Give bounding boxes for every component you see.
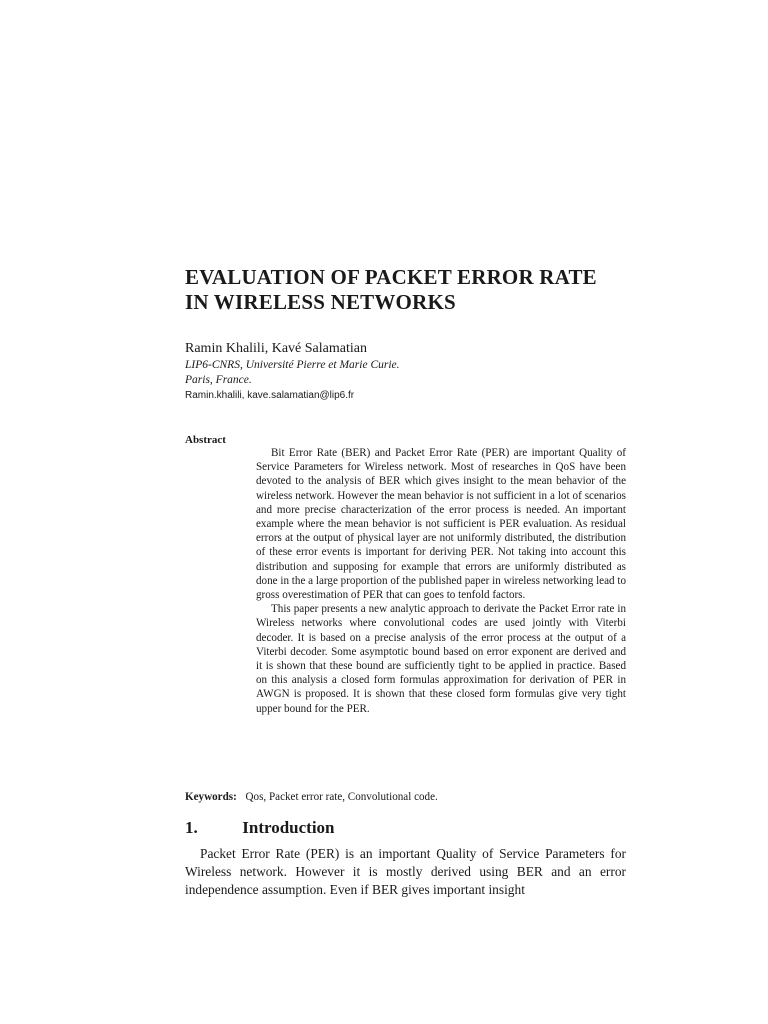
abstract-body [256,446,626,716]
section-heading-introduction [185,817,335,839]
abstract-paragraph-1: Bit Error Rate (BER) and Packet Error Rate (PER) are important Quality of Service Parameters for Wireless network. Most of researches in QoS have been devoted to the analysis of BER which gives insight to the mean behavior of the wireless network. However the mean behavior is not sufficient in a lot of scenarios and more precise characterization of the error process is needed. An important example where the mean behavior is not sufficient is PER evaluation. As residual errors at the output of physical layer are not uniformly distributed, the distribution of these error events is important for deriving PER. Not taking into account this distribution and supposing for example that errors are uniformly distributed as done in the a large proportion of the published paper in wireless networking lead to gross overestimation of PER that can goes to tenfold factors. [256,447,626,602]
abstract-heading: Abstract [185,434,226,446]
paper-title-line-2: IN WIRELESS NETWORKS [185,290,456,314]
author-email: Ramin.khalili, kave.salamatian@lip6.fr [185,390,355,401]
paper-title-line-1: EVALUATION OF PACKET ERROR RATE [185,265,597,289]
abstract-paragraph-2: This paper presents a new analytic approach to derivate the Packet Error rate in Wireless networks where convolutional codes are used jointly with Viterbi decoder. It is based on a precise analysis of the error process at the output of a Viterbi decoder. Some asymptotic bound based on error exponent are derived and it is shown that these bound are sufficiently tight to be applied in practice. Based on this analysis a closed form formulas approximation for derivation of PER in AWGN is proposed. It is shown that these closed form formulas give very tight upper bound for the PER. [256,603,626,715]
paper-title [185,265,645,315]
affiliation-institution: LIP6-CNRS, Université Pierre et Marie Curie. [185,359,400,371]
keywords-list: Qos, Packet error rate, Convolutional code. [245,791,438,803]
introduction-body [185,845,626,898]
introduction-paragraph: Packet Error Rate (PER) is an important Quality of Service Parameters for Wireless network. However it is mostly derived using BER and an error independence assumption. Even if BER gives important insight [185,846,626,897]
section-title: Introduction [242,818,335,837]
affiliation-location: Paris, France. [185,374,252,386]
keywords-label: Keywords: [185,791,237,803]
section-number: 1. [185,818,198,837]
author-names: Ramin Khalili, Kavé Salamatian [185,341,367,356]
keywords-line [185,790,438,804]
